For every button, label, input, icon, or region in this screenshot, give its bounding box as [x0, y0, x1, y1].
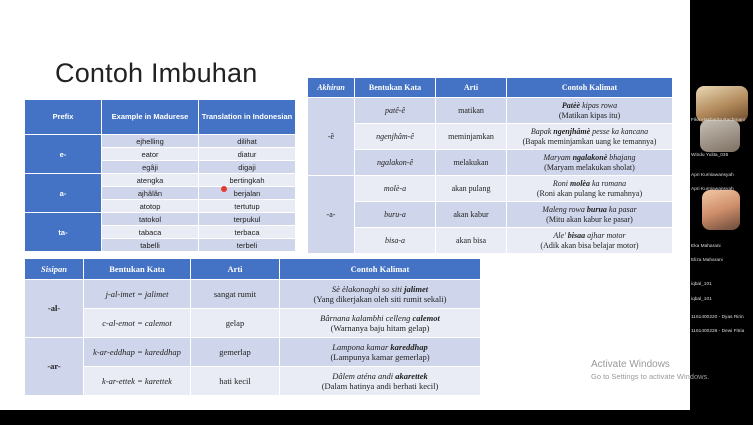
prefix-header-cell: Prefix — [25, 100, 102, 135]
word-form: c-al-emot = calemot — [84, 309, 191, 338]
word-meaning: gemerlap — [191, 338, 280, 367]
example-madurese — [283, 342, 477, 352]
example-keyword: akarettek — [395, 370, 428, 381]
prefix-label: a- — [25, 174, 102, 213]
akhiran-header-cell: Akhiran — [308, 78, 355, 98]
example-text: kipas rowa — [580, 101, 618, 111]
madurese-example: tatokol — [102, 213, 199, 226]
prefix-row — [25, 213, 296, 226]
example-sentence — [507, 98, 673, 124]
example-sentence — [507, 228, 673, 254]
example-translation: (Matikan kipas itu) — [558, 110, 621, 120]
example-text: Ale' — [553, 231, 568, 241]
example-text: Bapak — [530, 127, 554, 137]
participant-name: iqbal_101 — [691, 282, 712, 287]
example-text: Dâlem aténa andi — [332, 370, 396, 381]
example-keyword: jalimet — [404, 283, 429, 294]
madurese-example: atengka — [102, 174, 199, 187]
akhiran-table — [307, 77, 673, 254]
word-meaning: melakukan — [436, 150, 507, 176]
word-meaning: gelap — [191, 309, 280, 338]
example-madurese — [510, 231, 669, 240]
word-form: bisa-a — [355, 228, 436, 254]
akhiran-row — [308, 98, 673, 124]
sisipan-label: -al- — [25, 280, 84, 338]
akhiran-header-cell: Contoh Kalimat — [507, 78, 673, 98]
example-keyword: calemot — [412, 312, 440, 323]
participant-video[interactable] — [696, 86, 748, 122]
example-sentence — [507, 150, 673, 176]
word-form: k-ar-eddhap = kareddhap — [84, 338, 191, 367]
sisipan-table — [24, 258, 481, 396]
example-madurese — [283, 371, 477, 381]
example-sentence — [280, 309, 481, 338]
sisipan-header-cell: Sisipan — [25, 259, 84, 280]
participant-name: Windu Yulita_035 — [691, 153, 729, 158]
sisipan-header-row — [25, 259, 481, 280]
sisipan-row — [25, 309, 481, 338]
word-meaning: matikan — [436, 98, 507, 124]
example-keyword: ngalakonè — [572, 153, 608, 163]
participant-name: iqbal_101 — [691, 297, 712, 302]
akhiran-row — [308, 150, 673, 176]
example-keyword: molèa — [569, 179, 590, 189]
prefix-row — [25, 135, 296, 148]
word-meaning: meminjamkan — [436, 124, 507, 150]
akhiran-row — [308, 124, 673, 150]
example-madurese — [283, 313, 477, 323]
example-text: Maryam — [543, 153, 573, 163]
prefix-header-cell: Translation in Indonesian — [199, 100, 296, 135]
sisipan-label: -ar- — [25, 338, 84, 396]
participant-name: Eka Maharani — [691, 244, 721, 249]
madurese-example: tabaca — [102, 226, 199, 239]
madurese-example: eator — [102, 148, 199, 161]
participant-name: Apri Kurniawansyah — [691, 187, 734, 192]
akhiran-header-cell: Bentukan Kata — [355, 78, 436, 98]
prefix-label: e- — [25, 135, 102, 174]
example-translation: (Warnanya baju hitam gelap) — [330, 323, 430, 333]
example-text: Maleng rowa — [542, 205, 587, 215]
word-meaning: akan bisa — [436, 228, 507, 254]
madurese-example: atotop — [102, 200, 199, 213]
example-translation: (Maryam melakukan sholat) — [544, 162, 635, 172]
example-text: ka pasar — [606, 205, 637, 215]
example-madurese — [283, 284, 477, 294]
word-form: k-ar-ettek = karettek — [84, 367, 191, 396]
example-translation: (Yang dikerjakan oleh siti rumit sekali) — [313, 294, 447, 304]
participant-name: Fika Hasbarita Rachmani — [691, 118, 745, 123]
example-sentence — [507, 176, 673, 202]
word-form: molè-a — [355, 176, 436, 202]
madurese-example: ejhelling — [102, 135, 199, 148]
word-form: patê-ê — [355, 98, 436, 124]
participant-video[interactable] — [700, 120, 740, 152]
example-sentence — [280, 280, 481, 309]
indonesian-translation: digaji — [199, 161, 296, 174]
example-text: Sè èlakonaghi so siti — [331, 283, 405, 294]
indonesian-translation: terbaca — [199, 226, 296, 239]
participant-name: Eliza Maharani — [691, 258, 723, 263]
indonesian-translation: terpukul — [199, 213, 296, 226]
sisipan-row — [25, 280, 481, 309]
example-madurese — [510, 179, 669, 188]
example-translation: (Lampunya kamar gemerlap) — [330, 352, 430, 362]
word-form: ngalakon-ê — [355, 150, 436, 176]
word-meaning: hati kecil — [191, 367, 280, 396]
word-form: buru-a — [355, 202, 436, 228]
example-text: pesse ka kancana — [590, 127, 649, 137]
participant-panel[interactable] — [690, 0, 753, 410]
akhiran-row — [308, 228, 673, 254]
indonesian-translation: tertutup — [199, 200, 296, 213]
indonesian-translation: terbeli — [199, 239, 296, 252]
activate-windows-watermark — [591, 359, 709, 381]
example-text: ka romana — [589, 179, 627, 189]
watermark-subtitle: Go to Settings to activate Windows. — [591, 372, 710, 381]
indonesian-translation: dilihat — [199, 135, 296, 148]
participant-name: 1161400228 - Dewi Fitria — [691, 329, 745, 334]
word-meaning: akan kabur — [436, 202, 507, 228]
example-sentence — [280, 338, 481, 367]
word-meaning: akan pulang — [436, 176, 507, 202]
madurese-example: ajhâlân — [102, 187, 199, 200]
example-translation: (Dalam hatinya andi berhati kecil) — [321, 381, 439, 391]
sisipan-row — [25, 367, 481, 396]
example-sentence — [280, 367, 481, 396]
indonesian-translation: diatur — [199, 148, 296, 161]
sisipan-header-cell: Contoh Kalimat — [280, 259, 481, 280]
example-text: Lampona kamar — [332, 341, 391, 352]
example-madurese — [510, 101, 669, 110]
example-text: Roni — [552, 179, 570, 189]
example-translation: (Roni akan pulang ke rumahnya) — [536, 188, 643, 198]
madurese-example: egâji — [102, 161, 199, 174]
participant-video[interactable] — [702, 190, 740, 230]
watermark-title: Activate Windows — [591, 359, 670, 370]
example-sentence — [507, 124, 673, 150]
akhiran-row — [308, 176, 673, 202]
example-keyword: ngenjhâmè — [553, 127, 591, 137]
example-madurese — [510, 127, 669, 136]
akhiran-header-row — [308, 78, 673, 98]
prefix-header-row — [25, 100, 296, 135]
example-madurese — [510, 153, 669, 162]
example-madurese — [510, 205, 669, 214]
example-keyword: bisaa — [567, 231, 586, 241]
slide-title: Contoh Imbuhan — [55, 58, 258, 88]
prefix-row — [25, 174, 296, 187]
example-keyword: burua — [586, 205, 607, 215]
sisipan-header-cell: Bentukan Kata — [84, 259, 191, 280]
example-sentence — [507, 202, 673, 228]
prefix-label: ta- — [25, 213, 102, 252]
akhiran-row — [308, 202, 673, 228]
example-keyword: kareddhap — [390, 341, 428, 352]
word-meaning: sangat rumit — [191, 280, 280, 309]
akhiran-label: -ê — [308, 98, 355, 176]
madurese-example: tabelli — [102, 239, 199, 252]
sisipan-row — [25, 338, 481, 367]
sisipan-header-cell: Arti — [191, 259, 280, 280]
screen-share-border — [0, 410, 753, 425]
example-text: ajhar motor — [585, 231, 626, 241]
word-form: j-al-imet = jalimet — [84, 280, 191, 309]
example-translation: (Adik akan bisa belajar motor) — [540, 240, 639, 250]
example-text: bhajang — [607, 153, 636, 163]
participant-name: Apri Kurniawansyah — [691, 173, 734, 178]
example-keyword: Patèè — [561, 101, 581, 111]
indonesian-translation: bertingkah — [199, 174, 296, 187]
example-translation: (Mitu akan kabur ke pasar) — [546, 214, 633, 224]
word-form: ngenjhâm-ê — [355, 124, 436, 150]
example-text: Bârnana kalambhi celleng — [320, 312, 413, 323]
laser-pointer — [221, 186, 227, 192]
akhiran-label: -a- — [308, 176, 355, 254]
akhiran-header-cell: Arti — [436, 78, 507, 98]
prefix-table — [24, 99, 296, 252]
participant-name: 1161400220 - Dyas Ririn — [691, 315, 744, 320]
indonesian-translation: berjalan — [199, 187, 296, 200]
example-translation: (Bapak meminjamkan uang ke temannya) — [522, 136, 657, 146]
prefix-header-cell: Example in Madurese — [102, 100, 199, 135]
